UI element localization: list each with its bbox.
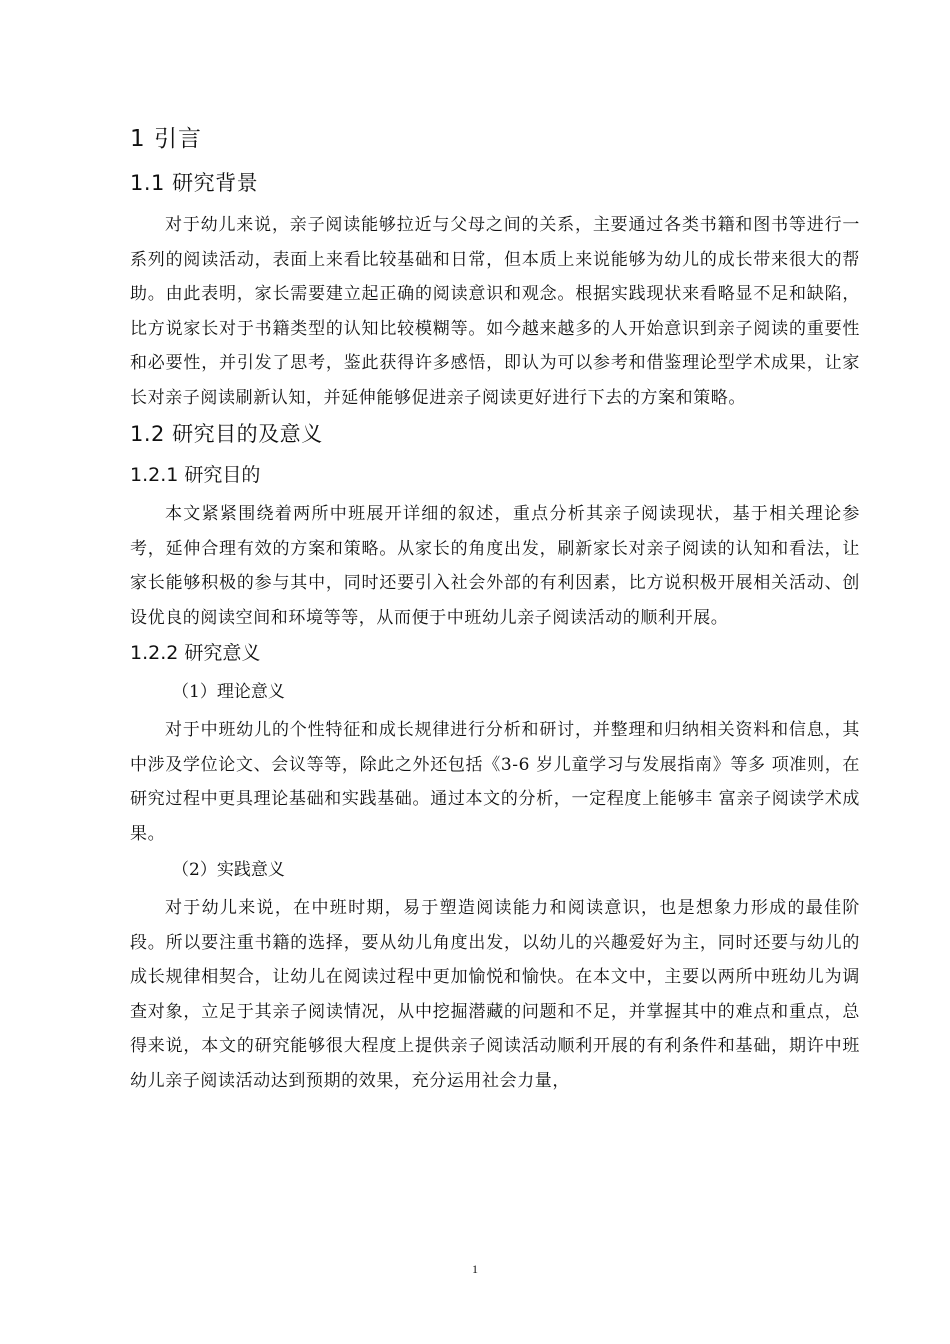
heading-research-purpose: 1.2.1 研究目的 xyxy=(130,464,261,486)
page-content xyxy=(130,120,860,1100)
label-practical-significance: （2）实践意义 xyxy=(172,860,285,880)
paragraph-practical-significance: 对于幼儿来说，在中班时期，易于塑造阅读能力和阅读意识，也是想象力形成的最佳阶段。所以要注重书籍的选择，要从幼儿角度出发，以幼儿的兴趣爱好为主，同时还要与幼儿的成长规律相契合，让幼儿在阅读过程中更加愉悦和愉快。在本文中，主要以两所中班幼儿为调查对象，立足于其亲子阅读情况，从中挖掘潜藏的问题和不足，并掌握其中的难点和重点，总得来说，本文的研究能够很大程度上提供亲子阅读活动顺利开展的有利条件和基础，期许中班幼儿亲子阅读活动达到预期的效果，充分运用社会力量， xyxy=(130,898,860,1091)
heading-purpose-and-significance: 1.2 研究目的及意义 xyxy=(130,422,323,446)
paragraph-research-purpose: 本文紧紧围绕着两所中班展开详细的叙述，重点分析其亲子阅读现状，基于相关理论参考，延伸合理有效的方案和策略。从家长的角度出发，刷新家长对亲子阅读的认知和看法，让家长能够积极的参与其中，同时还要引入社会外部的有利因素，比方说积极开展相关活动、创设优良的阅读空间和环境等等，从而便于中班幼儿亲子阅读活动的顺利开展。 xyxy=(130,504,860,628)
label-theoretical-significance: （1）理论意义 xyxy=(172,682,285,702)
page-number: 1 xyxy=(472,1262,478,1276)
heading-research-background: 1.1 研究背景 xyxy=(130,171,259,195)
heading-introduction: 1 引言 xyxy=(130,126,202,152)
heading-research-significance: 1.2.2 研究意义 xyxy=(130,642,261,664)
paragraph-theoretical-significance: 对于中班幼儿的个性特征和成长规律进行分析和研讨，并整理和归纳相关资料和信息，其中涉及学位论文、会议等等，除此之外还包括《3-6 岁儿童学习与发展指南》等多 项准则，在研究过程中更具理论基础和实践基础。通过本文的分析，一定程度上能够丰 富亲子阅读学术成果。 xyxy=(130,720,860,844)
paragraph-research-background: 对于幼儿来说，亲子阅读能够拉近与父母之间的关系，主要通过各类书籍和图书等进行一系列的阅读活动，表面上来看比较基础和日常，但本质上来说能够为幼儿的成长带来很大的帮助。由此表明，家长需要建立起正确的阅读意识和观念。根据实践现状来看略显不足和缺陷，比方说家长对于书籍类型的认知比较模糊等。如今越来越多的人开始意识到亲子阅读的重要性和必要性，并引发了思考，鉴此获得许多感悟，即认为可以参考和借鉴理论型学术成果，让家长对亲子阅读刷新认知，并延伸能够促进亲子阅读更好进行下去的方案和策略。 xyxy=(130,215,860,408)
